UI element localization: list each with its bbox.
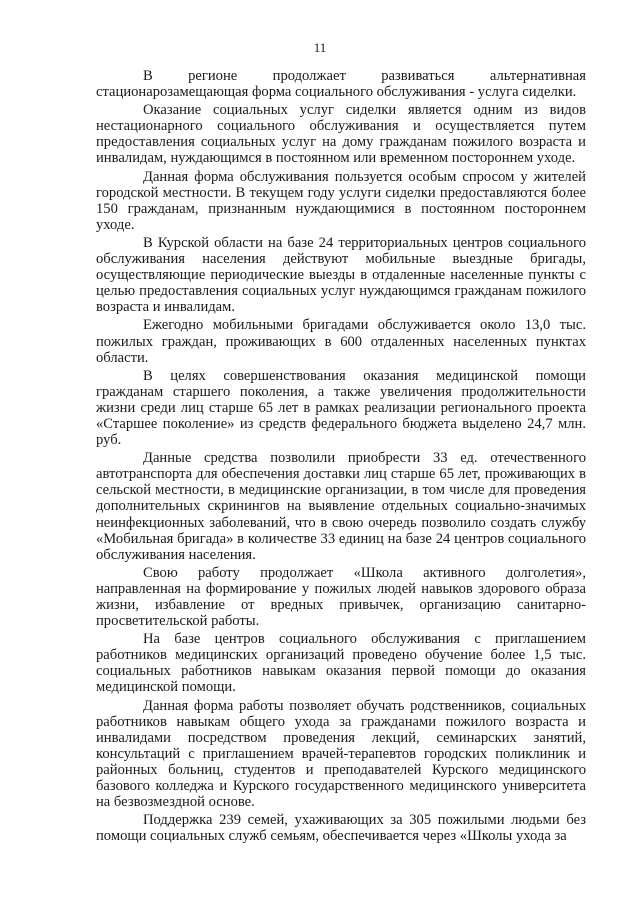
paragraph-mobile-teams: В Курской области на базе 24 территориальных центров социального обслуживания населения действуют мобильные выездные бригады, осуществляющие периодические выезды в отдаленные населенные пункты с целью предоставления социальных услуг нуждающимся гражданам пожилого возраста и инвалидам. [96,234,586,316]
paragraph-urban-demand: Данная форма обслуживания пользуется особым спросом у жителей городской местности. В текущем году услуги сиделки предоставляются более 150 гражданам, признанным нуждающимися в постоянном постороннем уходе. [96,168,586,233]
paragraph-annual-service: Ежегодно мобильными бригадами обслуживается около 13,0 тыс. пожилых граждан, проживающих в 600 отдаленных населенных пунктах области. [96,317,586,366]
paragraph-first-aid-training: На базе центров социального обслуживания с приглашением работников медицинских организаций проведено обучение более 1,5 тыс. социальных работников навыкам оказания первой помощи до оказания медицинской помощи. [96,631,586,696]
paragraph-relatives-training: Данная форма работы позволяет обучать родственников, социальных работников навыкам общего ухода за гражданами пожилого возраста и инвалидами посредством проведения лекций, семинарских занятий, консультаций с приглашением врачей-терапевтов городских поликлиник и районных больниц, студентов и преподавателей Курского медицинского базового колледжа и Курского государственного медицинского университета на безвозмездной основе. [96,697,586,811]
page-number: 11 [313,40,327,55]
paragraph-federal-funding: В целях совершенствования оказания медицинской помощи гражданам старшего поколения, а также увеличения продолжительности жизни среди лиц старше 65 лет в рамках реализации регионального проекта «Старшее поколение» из средств федерального бюджета выделено 24,7 млн. руб. [96,367,586,449]
paragraph-family-support: Поддержка 239 семей, ухаживающих за 305 пожилыми людьми без помощи социальных служб семьям, обеспечивается через «Школы ухода за [96,812,586,845]
paragraph-caregiver-services: Оказание социальных услуг сиделки является одним из видов нестационарного социального обслуживания и осуществляется путем предоставления социальных услуг на дому гражданам пожилого возраста и инвалидам, нуждающимся в постоянном или временном постороннем уходе. [96,102,586,167]
paragraph-vehicles: Данные средства позволили приобрести 33 ед. отечественного автотранспорта для обеспечения доставки лиц старше 65 лет, проживающих в сельской местности, в медицинские организации, в том числе для проведения дополнительных скринингов на выявление отдельных социально-значимых неинфекционных заболеваний, что в свою очередь позволило создать службу «Мобильная бригада» в количестве 33 единиц на базе 24 центров социального обслуживания населения. [96,450,586,563]
paragraph-alternative-care: В регионе продолжает развиваться альтернативная стационарозамещающая форма социального обслуживания - услуга сиделки. [96,68,586,101]
body-text [96,68,586,844]
paragraph-active-longevity-school: Свою работу продолжает «Школа активного долголетия», направленная на формирование у пожилых людей навыков здорового образа жизни, избавление от вредных привычек, организацию санитарно-просветительской работы. [96,564,586,630]
